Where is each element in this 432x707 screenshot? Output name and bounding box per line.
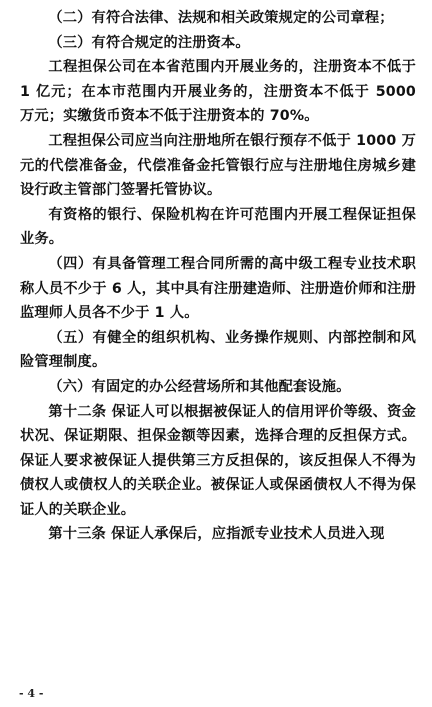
paragraph-office-facilities: （六）有固定的办公经营场所和其他配套设施。 <box>48 378 351 395</box>
article-12-label: 第十二条 <box>48 403 107 420</box>
article-13-text: 保证人承保后，应指派专业技术人员进入现 <box>111 526 385 543</box>
paragraph-organization: （五）有健全的组织机构、业务操作规则、内部控制和风险管理制度。 <box>20 329 416 371</box>
article-13-label: 第十三条 <box>48 526 106 543</box>
page-number: - 4 - <box>19 687 44 700</box>
paragraph-banks-insurers: 有资格的银行、保险机构在许可范围内开展工程保证担保业务。 <box>20 206 416 248</box>
paragraph-company-charter: （二）有符合法律、法规和相关政策规定的公司章程； <box>48 10 394 26</box>
paragraph-compensation-reserve: 工程担保公司应当向注册地所在银行预存不低于 1000 万元的代偿准备金，代偿准备金托管银行应与注册地住房城乡建设行政主管部门签署托管协议。 <box>20 132 416 199</box>
paragraph-registered-capital: （三）有符合规定的注册资本。 <box>48 34 250 51</box>
article-12-text: 保证人可以根据被保证人的信用评价等级、资金状况、保证期限、担保金额等因素，选择合理的反担保方式。保证人要求被保证人提供第三方反担保的，该反担保人不得为债权人或债权人的关联企业。被保证人或保函债权人不得为保证人的关联企业。 <box>20 403 416 518</box>
paragraph-technical-staff: （四）有具备管理工程合同所需的高中级工程专业技术职称人员不少于 6 人，其中具有注册建造师、注册造价师和注册监理师人员各不少于 1 人。 <box>20 255 416 322</box>
paragraph-capital-requirements: 工程担保公司在本省范围内开展业务的，注册资本不低于 1 亿元；在本市范围内开展业务的，注册资本不低于 5000 万元；实缴货币资本不低于注册资本的 70%。 <box>20 59 416 125</box>
paragraph-article-12 <box>20 400 416 523</box>
document-body <box>20 0 416 547</box>
paragraph-article-13 <box>20 522 416 547</box>
